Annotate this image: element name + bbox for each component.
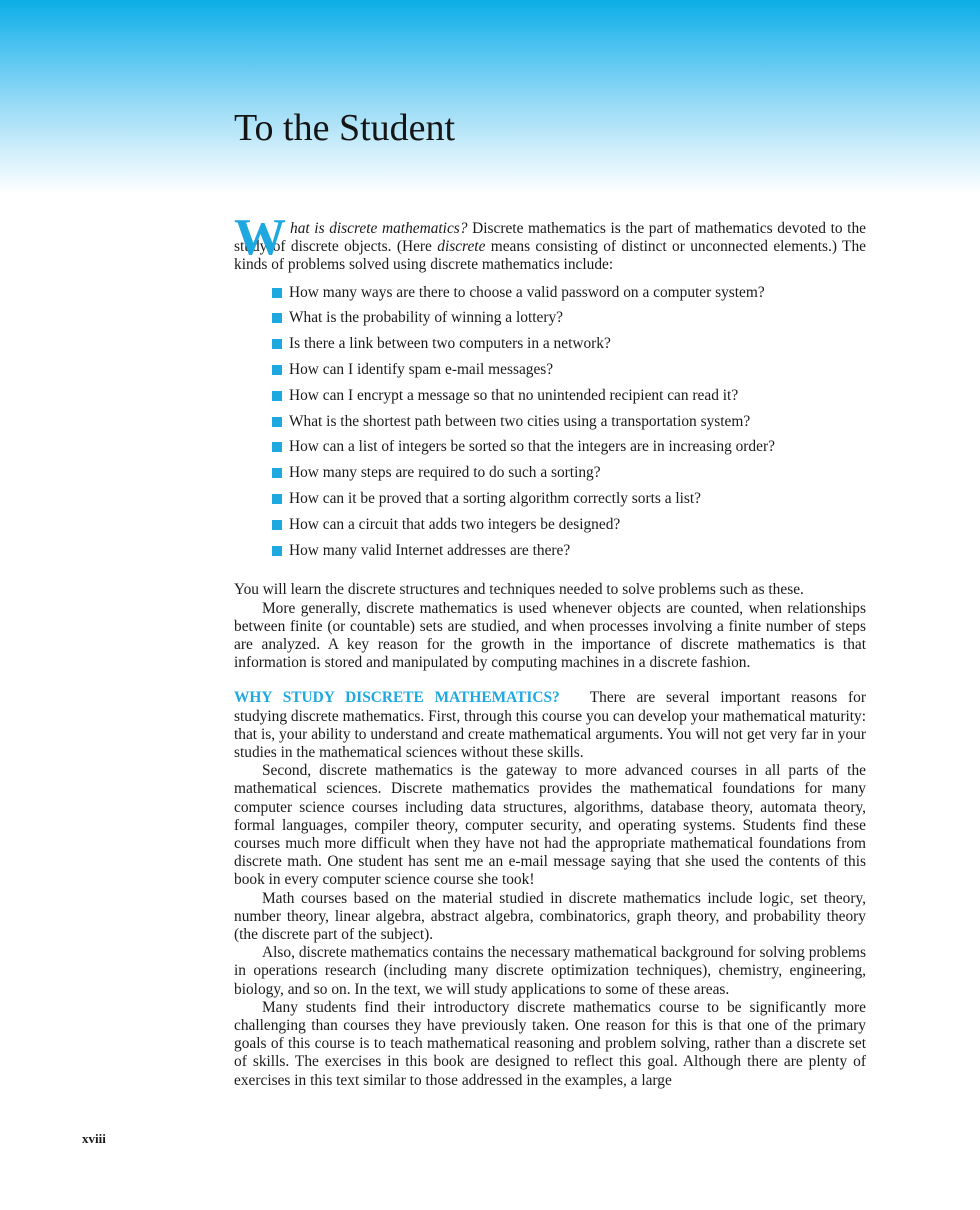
square-bullet-icon: [272, 468, 282, 478]
list-item: [272, 309, 866, 335]
list-item-text: How can a circuit that adds two integers be designed?: [289, 515, 621, 533]
page-number: xviii: [82, 1131, 106, 1146]
drop-cap: W: [234, 209, 286, 266]
list-item: [272, 438, 866, 464]
square-bullet-icon: [272, 417, 282, 427]
list-item: [272, 542, 866, 568]
list-item: [272, 361, 866, 387]
square-bullet-icon: [272, 494, 282, 504]
list-item-text: How can I identify spam e-mail messages?: [289, 361, 554, 378]
square-bullet-icon: [272, 391, 282, 401]
body-paragraph: More generally, discrete mathematics is used whenever objects are counted, when relationships between finite (or countable) sets are studied, and when processes involving a finite number of steps are analyzed. A key reason for the growth in the importance of discrete mathematics is that information is stored and manipulated by computing machines in a discrete fashion.: [234, 599, 866, 672]
intro-lead-question: hat is discrete mathematics?: [290, 220, 468, 237]
list-item-text: How many ways are there to choose a valid password on a computer system?: [289, 283, 765, 301]
list-item-text: Is there a link between two computers in a network?: [289, 335, 611, 353]
square-bullet-icon: [272, 288, 282, 298]
square-bullet-icon: [272, 365, 282, 375]
intro-paragraph: [234, 209, 866, 275]
body-paragraph: Math courses based on the material studied in discrete mathematics include logic, set theory, number theory, linear algebra, abstract algebra, combinatorics, graph theory, and probability theory (the discrete part of the subject).: [234, 889, 866, 944]
square-bullet-icon: [272, 313, 282, 323]
list-item-text: What is the probability of winning a lottery?: [289, 309, 563, 327]
intro-text-part-2: means consisting of distinct or unconnected elements.) The kinds of problems solved using discrete mathematics include:: [234, 238, 866, 274]
square-bullet-icon: [272, 520, 282, 530]
list-item: [272, 464, 866, 490]
list-item: [272, 516, 866, 542]
body-paragraph: Also, discrete mathematics contains the necessary mathematical background for solving problems in operations research (including many discrete optimization techniques), chemistry, engineering, biology, and so on. In the text, we will study applications to some of these areas.: [234, 944, 866, 998]
intro-emphasis-word: discrete: [437, 238, 486, 256]
section-heading: WHY STUDY DISCRETE MATHEMATICS?: [234, 689, 560, 707]
list-item: [272, 335, 866, 361]
square-bullet-icon: [272, 546, 282, 556]
body-paragraph: Second, discrete mathematics is the gateway to more advanced courses in all parts of the mathematical sciences. Discrete mathematics provides the mathematical foundations for many computer science courses including data structures, algorithms, database theory, automata theory, formal languages, compiler theory, computer security, and operating systems. Students find these courses much more difficult when they have not had the appropriate mathematical foundations from discrete math. One student has sent me an e-mail message saying that she used the contents of this book in every computer science course she took!: [234, 762, 866, 889]
page-title: To the Student: [234, 107, 456, 149]
question-list: [234, 284, 866, 568]
list-item-text: What is the shortest path between two cities using a transportation system?: [289, 412, 751, 430]
square-bullet-icon: [272, 339, 282, 349]
after-list-line: You will learn the discrete structures and techniques needed to solve problems such as these.: [234, 581, 804, 599]
list-item-text: How can I encrypt a message so that no unintended recipient can read it?: [289, 386, 739, 404]
main-content: [234, 209, 866, 1090]
list-item: [272, 284, 866, 310]
square-bullet-icon: [272, 442, 282, 452]
list-item-text: How can it be proved that a sorting algorithm correctly sorts a list?: [289, 489, 702, 507]
why-study-text: There are several important reasons for studying discrete mathematics. First, through this course you can develop your mathematical maturity: that is, your ability to understand and create mathematical arguments. You will not get very far in your studies in the mathematical sciences without these skills.: [234, 689, 866, 761]
why-study-paragraph: [234, 689, 866, 762]
list-item-text: How many valid Internet addresses are there?: [289, 541, 571, 559]
header-gradient-band: [0, 0, 980, 195]
body-paragraph: Many students find their introductory discrete mathematics course to be significantly more challenging than courses they have previously taken. One reason for this is that one of the primary goals of this course is to teach mathematical reasoning and problem solving, rather than a discrete set of skills. The exercises in this book are designed to reflect this goal. Although there are plenty of exercises in this text similar to those addressed in the examples, a large: [234, 998, 866, 1089]
list-item: [272, 490, 866, 516]
list-item: [272, 387, 866, 413]
list-item: [272, 413, 866, 439]
intro-text-part-1: Discrete mathematics is the part of mathematics devoted to the study of discrete objects. (Here: [234, 220, 866, 256]
list-item-text: How can a list of integers be sorted so that the integers are in increasing order?: [289, 438, 775, 456]
list-item-text: How many steps are required to do such a sorting?: [289, 464, 601, 482]
